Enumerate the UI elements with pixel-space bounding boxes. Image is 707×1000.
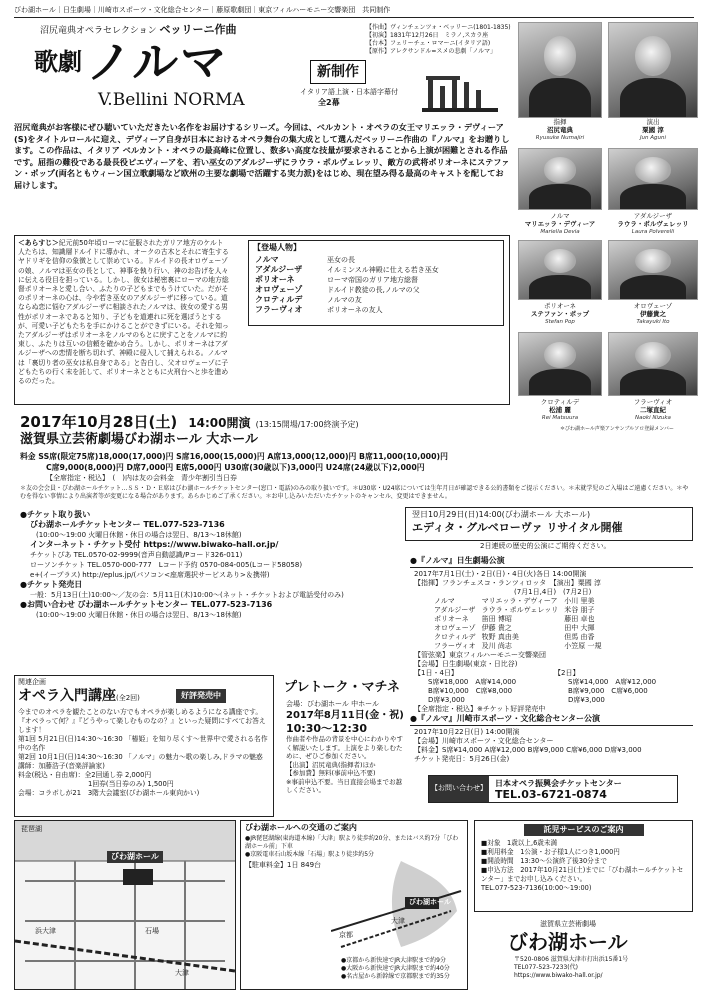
cast-row: アダルジーザ ラウラ・ポルヴェレッリ 米谷 朋子 (434, 606, 595, 614)
character-row: アダルジーザ イルミンスル神殿に仕える若き巫女 (255, 265, 439, 274)
performance-time-note: (13:15開場/17:00終演予定) (255, 420, 359, 429)
cast-row: ノルマ マリエッラ・デヴィーア 小川 里美 (434, 597, 595, 605)
access-box (240, 820, 468, 990)
nissay-prices: 【1日・4日】 S席¥18,000 A席¥14,000 B席¥10,000 C席¥8,000 D席¥3,000 【2日】 S席¥14,000 A席¥12,000 B席¥9,000 C席¥6,000 D席¥3,000 (414, 669, 694, 705)
price-note: 【全席指定・税込】 ( )内は友の会料金 青少年割引当日券 (46, 474, 237, 482)
access-parking: 【駐車料金】1日 849台 (245, 861, 322, 869)
sale-line: 一般：5月13日(土)10:00〜／友の会：5月11日(木)10:00〜(ネット・チケットおよび電話受付のみ) (30, 591, 344, 599)
nissay-venue: 【会場】日生劇場(東京・日比谷) (414, 660, 518, 668)
performance-venue: 滋賀県立芸術劇場びわ湖ホール 大ホール (20, 432, 259, 447)
nissay-cast-header: (7月1日,4日) (7月2日) (514, 588, 592, 596)
nissay-prices-2: S席¥14,000 A席¥12,000 B席¥9,000 C席¥6,000 D席¥3,000 (568, 678, 657, 704)
kawasaki-date: 2017年10月22日(日) 14:00開演 (414, 728, 520, 736)
caption-adalgisa: アダルジーザ ラウラ・ポルヴェレッリ Laura Polverelli (617, 212, 689, 235)
ticket-section (20, 510, 400, 620)
new-production-badge: 新制作 (310, 60, 366, 84)
course-session-1: 第1回 5月21日(日)14:30〜16:30 「椿姫」を知り尽くす〜世界中で愛される名作中の名作 (18, 735, 268, 752)
kawasaki-section (414, 728, 694, 764)
acts-note: 全2幕 (318, 98, 340, 107)
performance-notes: ＊友の会会員・びわ湖ホールチケット…ＳＳ・Ｄ・Ｅ席はびわ湖ホールチケットセンター(窓口・電話)のみの取り扱いです。＊U30席・U24席については生年月日が確認できる公的書類をご提示ください。＊未就学児のご入場はご遠慮ください。＊やむを得ない事情により出演者等が変更になる場合があります。あらかじめご了承ください。＊お申し込みいただいたチケットのキャンセル、変更はできません。 (20, 485, 689, 500)
photo-numajiri (518, 22, 602, 118)
character-row: ノルマ 巫女の長 (255, 255, 355, 264)
childcare-list: ■対象 1歳以上,6歳未満 ■利用料金 1公演・お子様1人につき1,000円 ■開設時間 13:30〜公演終了後30分まで ■申込方法 2017年10月21日(土)までに「びわ湖ホールチケットセンター」までお申し込みください。 TEL.077-523-7136(10:00〜19:00) (481, 839, 684, 892)
childcare-title: 託児サービスのご案内 (524, 824, 644, 836)
performance-time: 14:00開演 (188, 416, 251, 430)
contact-tel: TEL.03-6721-0874 (495, 788, 607, 801)
inquiry-hours: (10:00〜19:00 火曜日休館・休日の場合は翌日、8/13〜18休館) (36, 611, 242, 619)
ticket-lawson: ローソンチケット TEL.0570-000-777 Lコード予約 0570-084-005(Lコード58058) (30, 561, 303, 569)
cast-row: ポリオーネ 笛田 博昭 藤田 卓也 (434, 615, 595, 623)
course-fee: 料金(税込・自由席)：全2回通し券 2,000円 (18, 771, 152, 779)
course-kicker: 関連企画 (18, 678, 46, 686)
photo-matsuura (518, 332, 602, 396)
access-line-keihan: ●京阪電車石山坂本線「石場」駅より徒歩約5分 (245, 851, 375, 858)
contact-org: 日本オペラ振興会チケットセンター (495, 779, 622, 788)
kawasaki-venue: 【会場】川崎市スポーツ・文化総合センター (414, 737, 554, 745)
caption-oroveso: オロヴェーゾ 伊藤貴之 Takayuki Ito (633, 302, 673, 325)
access-heading: びわ湖ホールへの交通のご案内 (245, 823, 357, 832)
course-lecturer: 講師：加藤浩子(音楽評論家) (18, 762, 105, 770)
childcare-box (474, 820, 693, 912)
recital-sub: 2日連続の歴史的公演にご期待ください。 (480, 542, 611, 550)
latin-title: V.Bellini NORMA (98, 90, 245, 110)
kawasaki-prices: 【料金】S席¥14,000 A席¥12,000 B席¥9,000 C席¥6,000 D席¥3,000 (414, 746, 642, 754)
recital-date: 翌日10月29日(日)14:00(びわ湖ホール 大ホール) (412, 510, 591, 519)
local-map-graphic (15, 821, 235, 989)
course-section (18, 708, 270, 798)
course-fee2: 1回券(当日券のみ) 1,500円 (88, 780, 174, 788)
ticket-heading: ●チケット取り扱い (20, 510, 91, 519)
nissay-conductor: 【指揮】フランチェスコ・ランツィロッタ 【演出】粟國 淳 (414, 579, 601, 587)
course-title: オペラ入門講座(全2回) (18, 688, 140, 704)
pretalk-note: ※事前申込不要。当日直接会場までお越しください。 (286, 777, 402, 794)
cast-row: クロティルデ 牧野 真由美 但馬 由香 (434, 633, 595, 641)
access-line-jr: ●JR琵琶湖線(東海道本線)「大津」駅より徒歩約20分、またはバス約7分「びわ湖ホール前」下車 (245, 835, 459, 850)
characters-heading: 【登場人物】 (253, 243, 301, 252)
price-line-2: C席9,000(8,000)円 D席7,000円 E席5,000円 U30席(30歳以下)3,000円 U24席(24歳以下)2,000円 (46, 463, 425, 472)
footer-url[interactable]: https://www.biwako-hall.or.jp/ (514, 972, 603, 979)
course-badge: 好評発売中 (176, 689, 226, 703)
pretalk-desc: 作曲者や作品の背景を中心にわかりやすく解説いたします。上演をより楽しむために、ぜひご参加ください。 (286, 735, 403, 760)
inquiry-heading: ●お問い合わせ (20, 600, 75, 609)
price-line-1: 料金 SS席(限定75席)18,000(17,000)円 S席16,000(15,000)円 A席13,000(12,000)円 B席11,000(10,000)円 (20, 452, 448, 461)
pretalk-title: プレトーク・マチネ (284, 680, 400, 695)
pretalk-section (286, 700, 406, 795)
nissay-cast-table (434, 597, 607, 651)
credit-libretto: 【台本】フェリーチェ・ロマーニ(イタリア語) (366, 40, 491, 47)
ticket-pia: チケットぴあ TEL.0570-02-9999(音声自動認識/Pコード326-011) (30, 551, 243, 559)
language-note: イタリア語上演・日本語字幕付 (300, 88, 398, 96)
caption-flavio: フラーヴィオ 二塚直紀 Naoki Nizuka (633, 398, 673, 421)
character-row: クロティルデ ノルマの友 (255, 295, 362, 304)
characters-table (255, 255, 439, 315)
nissay-prices-1: S席¥18,000 A席¥14,000 B席¥10,000 C席¥8,000 D席¥3,000 (428, 678, 517, 704)
caption-conductor: 指揮 沼尻竜典 Ryusuke Numajiri (535, 118, 585, 141)
nissay-price-note: 【全席指定・税込】※チケット好評発売中 (414, 705, 546, 713)
pretalk-time: 10:30〜12:30 (286, 722, 368, 735)
character-row: オロヴェーゾ ドルイド教徒の長,ノルマの父 (255, 285, 420, 294)
performance-datetime (20, 412, 359, 431)
course-desc: 今までのオペラを観たことのない方でもオペラが楽しめるようになる講座です。『オペラって何？』『どうやって楽しむものなの？』といった疑問にすべてお答えします！ (18, 708, 266, 734)
credit-original: 【原作】アレクサンドル=スメの悲劇「ノルマ」 (366, 48, 497, 55)
performance-date: 2017年10月28日(土) (20, 413, 178, 431)
nissay-section (414, 570, 694, 714)
map-local (14, 820, 236, 990)
character-row: フラーヴィオ ポリオーネの友人 (255, 305, 383, 314)
caption-clotilde: クロティルデ 松浦 麗 Rei Matsuura (540, 398, 580, 421)
caption-pollione: ポリオーネ ステファン・ポップ Stefan Pop (530, 302, 590, 325)
footer-hall-logo: びわ湖ホール (508, 930, 628, 954)
photo-devia (518, 148, 602, 210)
footer-address: 〒520-0806 滋賀県大津市打出浜15番1号 (514, 956, 629, 963)
map-hamaotsu-label: 浜大津 (35, 927, 56, 935)
map-ishiba-label: 石場 (145, 927, 159, 935)
genre-label: 歌劇 (34, 47, 82, 76)
cast-row: フラーヴィオ 及川 尚志 小笠原 一規 (434, 642, 602, 650)
access-times: ●京都から新快速でJR大津駅まで約9分 ●大阪から新快速でJR大津駅まで約40分 ●名古屋から新幹線で京都駅まで約35分 (341, 957, 450, 980)
series-name: 沼尻竜典オペラセレクション (40, 26, 157, 36)
contact-box (428, 775, 678, 803)
main-title: ノルマ (86, 35, 229, 89)
nissay-date: 2017年7月1日(土)・2日(日)・4日(火)各日 14:00開演 (414, 570, 587, 578)
synopsis-body: 紀元前50年頃ローマに征服されたガリア地方のケルト人たちは、知識層ドルイドに導かれ、オークの古木とそれに寄生するヤドリギを信仰の象徴として崇めている。ドルイドの長オロヴェーゾの娘、ノルマは巫女の長として、神事を執り行い、神のお告げを人々に伝える役目を担っている。しかし、彼女は秘密裏にローマの地方総督ポリオーネと愛し合い、ふたりの子どもまでもうけていた。だがそのポリオーネの心は、今や若き巫女のアダルジーザに移っている。道ならぬ恋に悩むアダルジーザに相談されたノルマは、彼女の愛する男性がポリオーネであると知り、子どもを道連れに死を選ぼうとするが、可愛い子どもたちを手にかけることができずにいる。それを知ったアダルジーザはポリオーネをノルマのもとに戻すことをノルマに約束し、ふたりは互いの信頼を確かめ合う。しかし、ポリオーネはアダルジーザへの恋情を断ち切れず、神殿に侵入して捕えられる。ノルマは「裏切り者の巫女は私自身である」と告白し、父オロヴェーゾに子どもたちの行く末を託して、ポリオーネとともに火刑台へと歩を進めるのだった。 (18, 239, 229, 386)
sale-heading: ●チケット発売日 (20, 580, 83, 589)
credit-premiere: 【初演】1831年12月26日 ミラノ,スカラ座 (366, 32, 489, 39)
credit-composer: 【作曲】ヴィンチェンツォ・ベッリーニ(1801-1835) (366, 24, 511, 31)
organizers: びわ湖ホール｜日生劇場｜川崎市スポーツ・文化総合センター｜藤原歌劇団｜東京フィルハーモニー交響楽団 共同制作 (14, 6, 391, 14)
work-credits (366, 24, 516, 56)
character-row: ポリオーネ ローマ帝国のガリア地方総督 (255, 275, 418, 284)
recital-title: エディタ・グルベローヴァ リサイタル開催 (412, 521, 623, 534)
intro-text: 沼尻竜典がお客様にぜひ聴いていただきたい名作をお届けするシリーズ。今回は、ベルカント・オペラの女王マリエッラ・デヴィーア(S)をタイトルロールに迎え、デヴィーア自身が日本におけるオペラ舞台の集大成として選んだベッリーニ作曲の『ノルマ』をお贈りします。この作品は、イタリア ベルカント・オペラの最高峰に位置し、数多い高度な技量が要求されることから上演が困難とされる作品です。屈指の難役である最長役ピエヴィーアを、若い巫女のアダルジーザにラウラ・ポルヴェレッリ、敵方の武将ポリオーネにステファン・ポップ(両名ともウィーン国立歌劇場など欧州の主要な劇場で活躍する実力派)をはじめ、現在望み得る最高のキャストを配してお届けします。 (14, 122, 510, 190)
regional-otsu-label: 大津 (391, 917, 405, 925)
regional-kyoto-label: 京都 (339, 931, 353, 939)
map-hall-label: びわ湖ホール (107, 851, 163, 863)
photo-aguni (608, 22, 698, 118)
nissay-heading: ●『ノルマ』日生劇場公演 (410, 556, 505, 565)
ticket-internet: インターネット・チケット受付 https://www.biwako-hall.or.jp/ (30, 540, 279, 549)
nissay-orchestra: 【管弦楽】東京フィルハーモニー交響楽団 (414, 651, 546, 659)
footer-tel: TEL077-523-7233(代) (514, 964, 578, 971)
ticket-eplus: e+(イープラス) http://eplus.jp/(パソコン<座席選択サービスあり>＆携帯) (30, 571, 270, 579)
photo-polverelli (608, 148, 698, 210)
contact-label: 【お問い合わせ】 (429, 776, 489, 802)
synopsis-text-left (18, 239, 230, 386)
regional-hall-label: びわ湖ホール (409, 898, 451, 906)
ticket-center-hours: (10:00〜19:00 火曜日休館・休日の場合は翌日、8/13〜18休館) (36, 531, 242, 539)
photo-ito (608, 240, 698, 300)
caption-norma: ノルマ マリエッラ・デヴィーア Mariella Devia (524, 212, 596, 235)
pretalk-date: 2017年8月11日(金・祝) (286, 710, 404, 721)
footer-details (514, 956, 694, 980)
map-lake-label: 琵琶湖 (21, 825, 42, 833)
temple-ruins-icon (420, 72, 500, 112)
synopsis-heading: ＜あらすじ＞ (18, 239, 59, 247)
characters-box (248, 240, 504, 326)
footer-org: 滋賀県立芸術劇場 (540, 920, 596, 928)
pretalk-fee: 【参加費】無料(事前申込不要) (286, 769, 376, 777)
photo-nizuka (608, 332, 698, 396)
kawasaki-heading: ●『ノルマ』川崎市スポーツ・文化総合センター公演 (410, 714, 601, 723)
caption-director: 演出 粟國 淳 Jun Aguni (639, 118, 667, 141)
map-otsu-label: 大津 (175, 969, 189, 977)
recital-box (405, 507, 693, 541)
photo-pop (518, 240, 602, 300)
pretalk-speakers: 【出演】沼尻竜典(指揮者)ほか (286, 760, 376, 769)
composer-name: ベッリーニ作曲 (159, 23, 237, 36)
cast-row: オロヴェーゾ 伊藤 貴之 田中 大揮 (434, 624, 595, 632)
pretalk-venue: 会場：びわ湖ホール 中ホール (286, 700, 379, 708)
course-session-2: 第2回 10月1日(日)14:30〜16:30 「ノルマ」の魅力〜歌の楽しみ,ドラマの魅惑 (18, 753, 263, 761)
ticket-center: びわ湖ホールチケットセンター TEL.077-523-7136 (30, 520, 225, 529)
photo-note: ＊びわ湖ホール声楽アンサンブルソロ登録メンバー (560, 426, 674, 432)
inquiry-line: びわ湖ホールチケットセンター TEL.077-523-7136 (77, 600, 273, 609)
kawasaki-note: チケット発売日：5月26日(金) (414, 755, 510, 763)
course-venue: 会場：コラボしが21 3階大会議室(びわ湖ホール東向かい) (18, 789, 200, 797)
